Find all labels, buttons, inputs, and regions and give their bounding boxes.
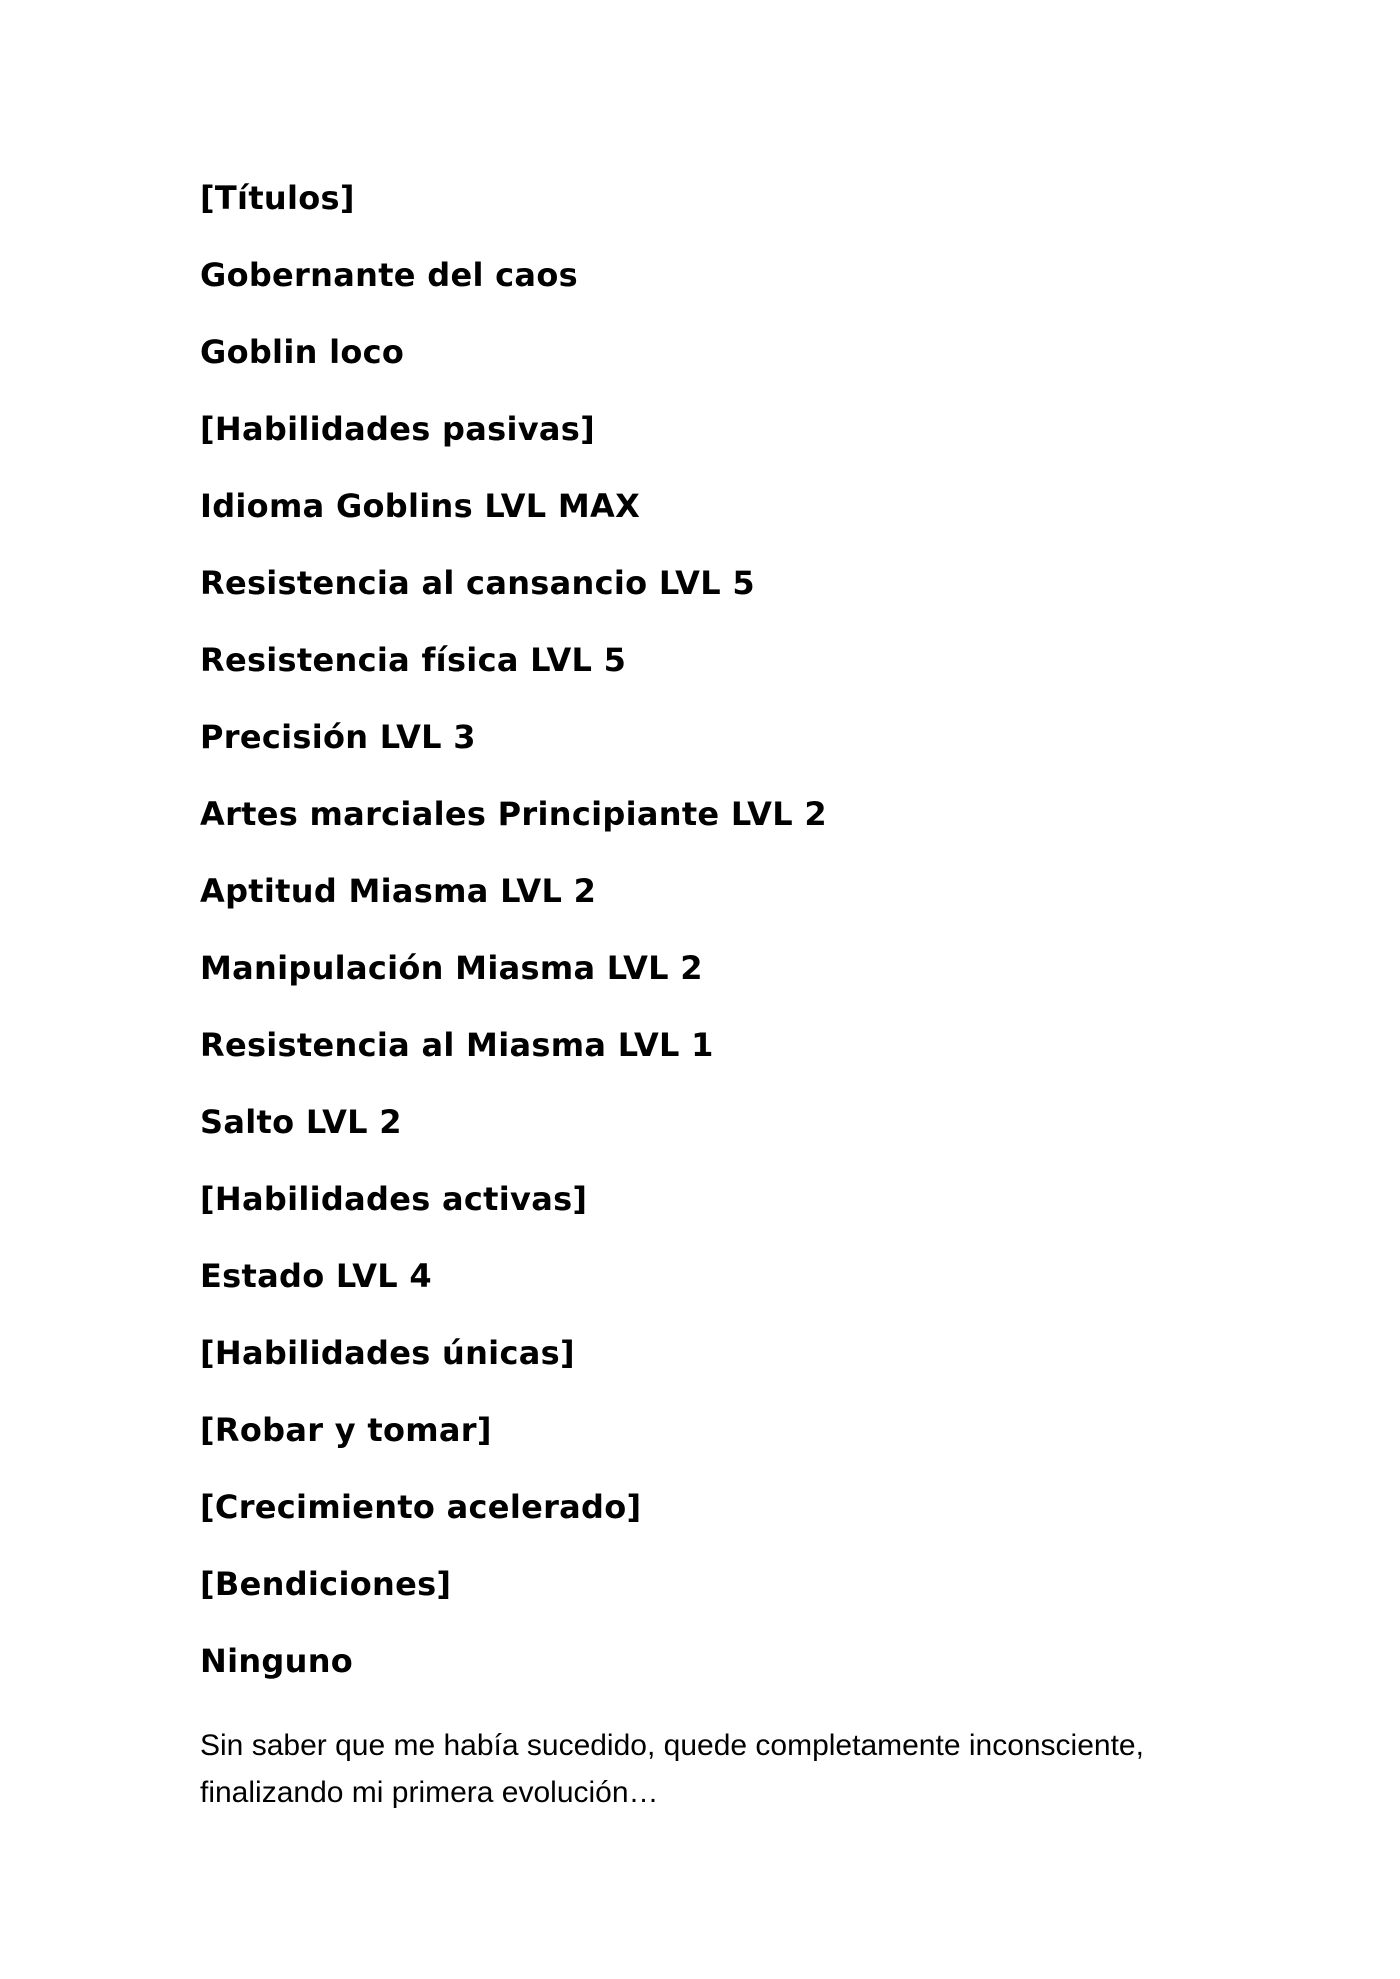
blessing-item: Ninguno [200, 1642, 354, 1680]
passive-skill-item: Resistencia al cansancio LVL 5 [200, 564, 755, 602]
unique-skill-item: [Robar y tomar] [200, 1411, 492, 1449]
passive-skill-item: Salto LVL 2 [200, 1103, 402, 1141]
passive-skill-item: Aptitud Miasma LVL 2 [200, 872, 597, 910]
passive-skill-item: Resistencia al Miasma LVL 1 [200, 1026, 714, 1064]
unique-skill-item: [Crecimiento acelerado] [200, 1488, 642, 1526]
passive-skill-item: Idioma Goblins LVL MAX [200, 487, 641, 525]
active-skill-item: Estado LVL 4 [200, 1257, 432, 1295]
title-item: Goblin loco [200, 333, 405, 371]
passive-skill-item: Resistencia física LVL 5 [200, 641, 627, 679]
passive-skill-item: Manipulación Miasma LVL 2 [200, 949, 703, 987]
section-heading-active-skills: [Habilidades activas] [200, 1180, 588, 1218]
document-content [200, 160, 1200, 1816]
section-heading-passive-skills: [Habilidades pasivas] [200, 410, 596, 448]
narrative-line: Sin saber que me había sucedido, quede completamente inconsciente, [200, 1729, 1144, 1762]
narrative-paragraph [200, 1722, 1200, 1816]
passive-skill-item: Artes marciales Principiante LVL 2 [200, 795, 827, 833]
narrative-line: finalizando mi primera evolución… [200, 1776, 659, 1809]
section-heading-unique-skills: [Habilidades únicas] [200, 1334, 575, 1372]
title-item: Gobernante del caos [200, 256, 578, 294]
passive-skill-item: Precisión LVL 3 [200, 718, 476, 756]
section-heading-titles: [Títulos] [200, 179, 355, 217]
section-heading-blessings: [Bendiciones] [200, 1565, 452, 1603]
